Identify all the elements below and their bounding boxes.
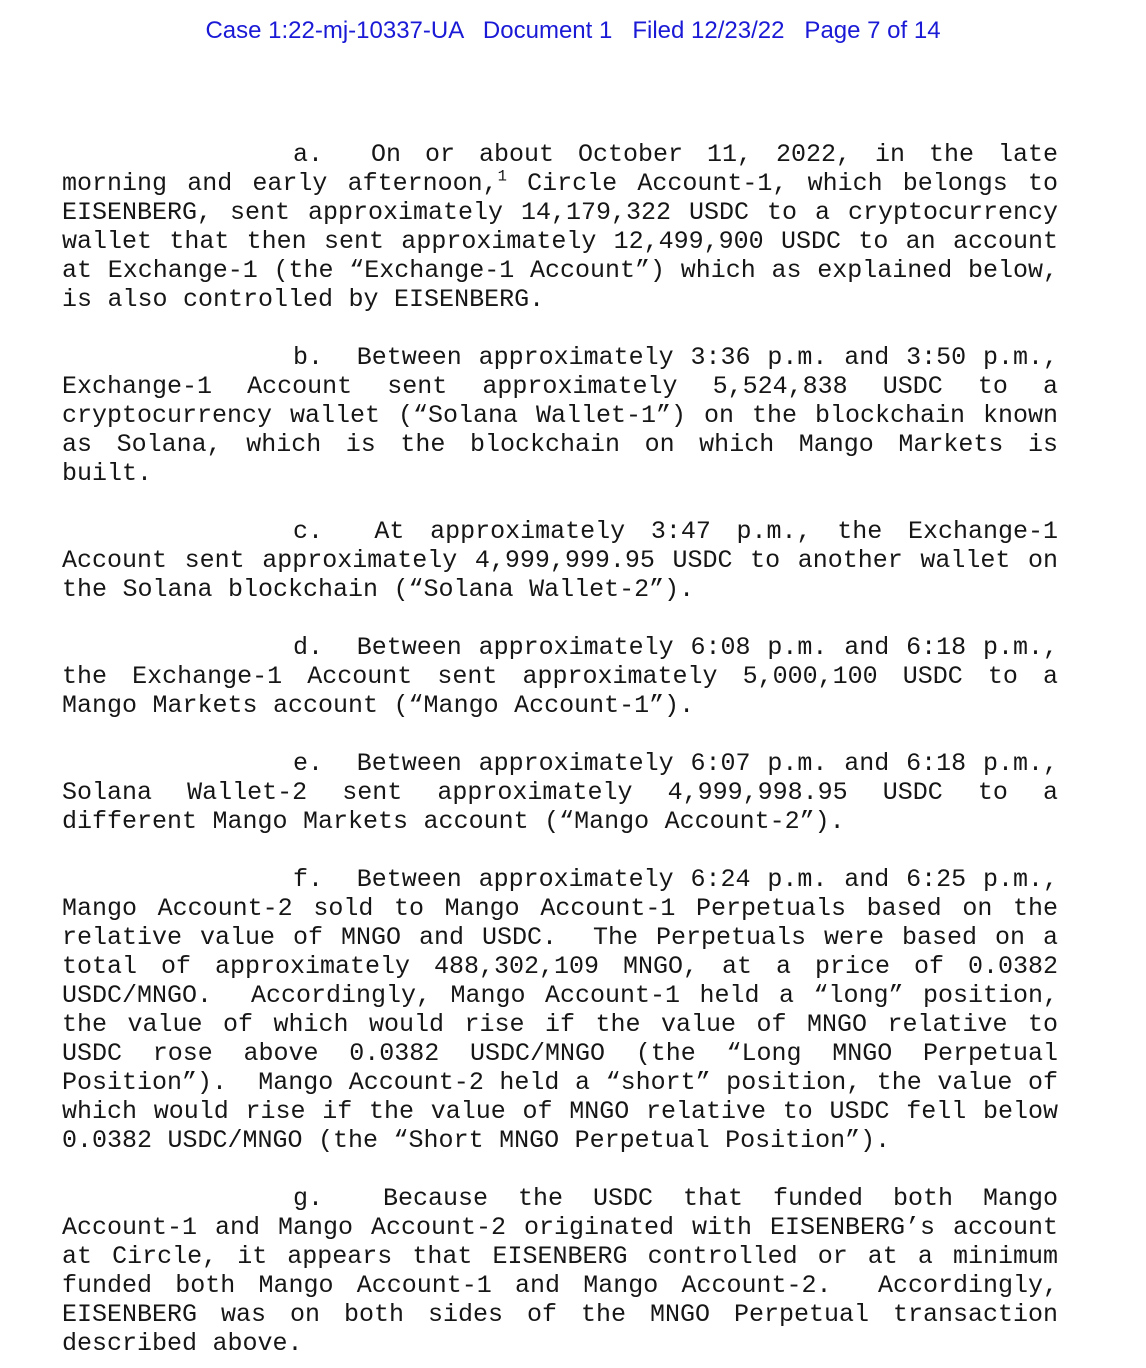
paragraph-label: f. — [293, 865, 357, 894]
paragraph-text: At approximately 3:47 p.m., the Exchange-1 Account sent approximately 4,999,999.95 USDC to another wallet on the Solana blockchain (“Solana Wallet-2”). — [62, 517, 1074, 604]
paragraph-label: d. — [293, 633, 357, 662]
paragraph-label: g. — [293, 1184, 383, 1213]
paragraph-b — [62, 343, 1074, 488]
case-header-stamp: Case 1:22-mj-10337-UA Document 1 Filed 12/23/22 Page 7 of 14 — [205, 17, 941, 44]
paragraph-text: Between approximately 6:08 p.m. and 6:18 p.m., the Exchange-1 Account sent approximately 5,000,100 USDC to a Mango Markets account (“Mango Account-1”). — [62, 633, 1074, 720]
document-body — [62, 140, 1074, 1368]
paragraph-d — [62, 633, 1074, 720]
paragraph-text: Circle Account-1, which belongs to EISENBERG, sent approximately 14,179,322 USDC to a cryptocurrency wallet that then sent approximately 12,499,900 USDC to an account at Exchange-1 (the “Exchange-1 Account”) which as explained below, is also controlled by EISENBERG. — [62, 169, 1074, 314]
paragraph-text: Between approximately 6:07 p.m. and 6:18 p.m., Solana Wallet-2 sent approximately 4,999,998.95 USDC to a different Mango Markets account (“Mango Account-2”). — [62, 749, 1074, 836]
paragraph-text: Because the USDC that funded both Mango Account-1 and Mango Account-2 originated with EISENBERG’s account at Circle, it appears that EISENBERG controlled or at a minimum funded both Mango Account-1 and Mango Account-2. Accordingly, EISENBERG was on both sides of the MNGO Perpetual transaction described above. — [62, 1184, 1074, 1358]
paragraph-text: On or about October 11, 2022, in the late morning and early afternoon, — [62, 140, 1074, 198]
paragraph-label: b. — [293, 343, 357, 372]
paragraph-label: a. — [293, 140, 371, 169]
footnote-marker: 1 — [497, 167, 507, 186]
paragraph-f — [62, 865, 1074, 1155]
paragraph-g — [62, 1184, 1074, 1358]
paragraph-text: Between approximately 6:24 p.m. and 6:25 p.m., Mango Account-2 sold to Mango Account-1 Perpetuals based on the relative value of MNGO and USDC. The Perpetuals were based on a total of approximately 488,302,109 MNGO, at a price of 0.0382 USDC/MNGO. Accordingly, Mango Account-1 held a “long” position, the value of which would rise if the value of MNGO relative to USDC rose above 0.0382 USDC/MNGO (the “Long MNGO Perpetual Position”). Mango Account-2 held a “short” position, the value of which would rise if the value of MNGO relative to USDC fell below 0.0382 USDC/MNGO (the “Short MNGO Perpetual Position”). — [62, 865, 1074, 1155]
paragraph-e — [62, 749, 1074, 836]
paragraph-c — [62, 517, 1074, 604]
paragraph-text: Between approximately 3:36 p.m. and 3:50 p.m., Exchange-1 Account sent approximately 5,524,838 USDC to a cryptocurrency wallet (“Solana Wallet-1”) on the blockchain known as Solana, which is the blockchain on which Mango Markets is built. — [62, 343, 1074, 488]
paragraph-label: e. — [293, 749, 357, 778]
paragraph-a — [62, 140, 1074, 314]
paragraph-label: c. — [293, 517, 375, 546]
